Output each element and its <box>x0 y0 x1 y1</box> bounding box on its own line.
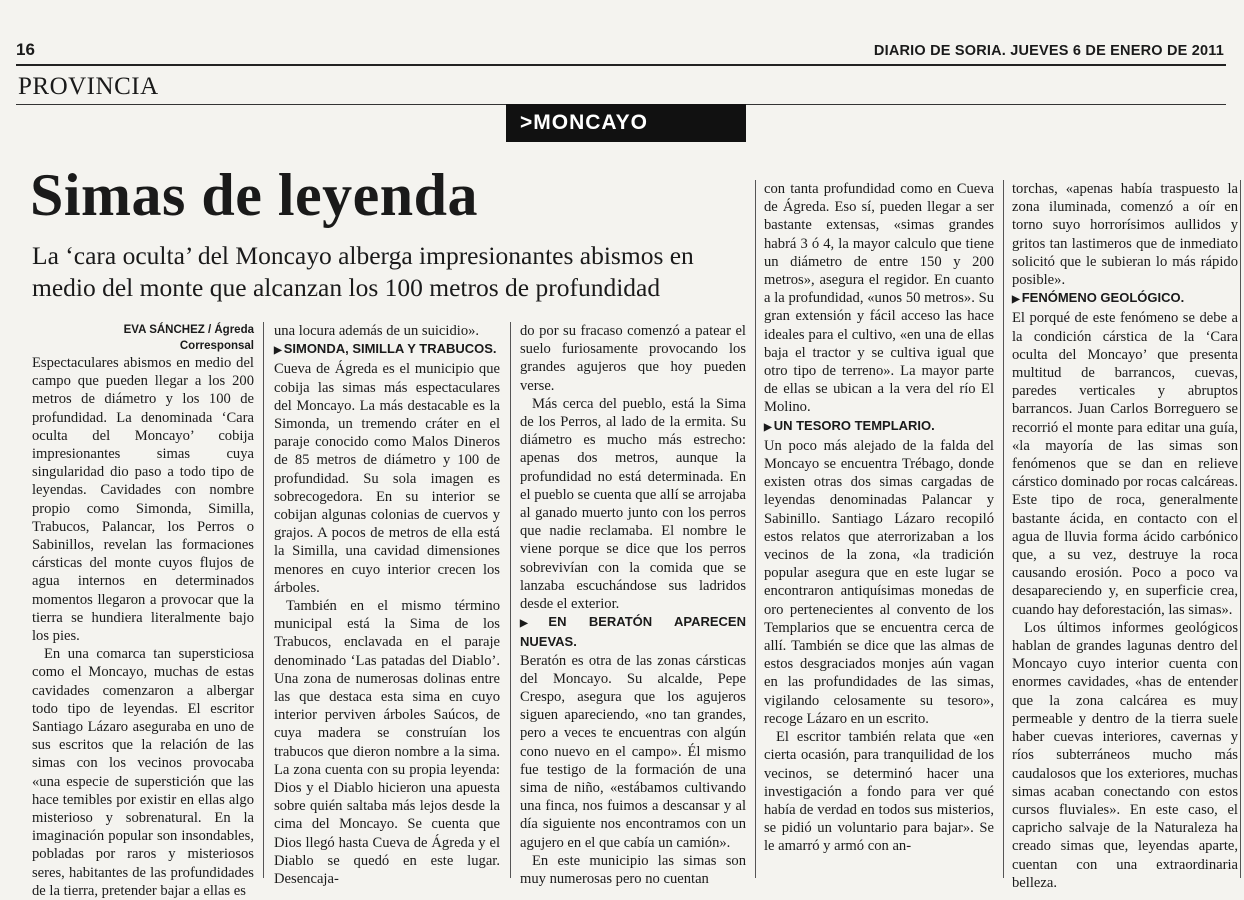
paragraph: una locura además de un suicidio». <box>274 323 480 339</box>
page-number: 16 <box>16 40 35 59</box>
paragraph: El escritor también relata que «en cierta ocasión, para tranquilidad de los vecinos, se determinó hacer una investigación a fondo para ver qué había de verdad en todos sus misterios, se pidió un voluntario para bajar». Se le amarró y armó con an- <box>764 729 994 855</box>
subheading-simonda: ▶ SIMONDA, SIMILLA Y TRABUCOS. <box>274 340 500 360</box>
publication-dateline: DIARIO DE SORIA. JUEVES 6 DE ENERO DE 2011 <box>873 43 1224 59</box>
subheading-fenomeno: ▶ FENÓMENO GEOLÓGICO. <box>1012 289 1238 309</box>
paragraph: Los últimos informes geológicos hablan de grandes lagunas dentro del Moncayo cuyo interior cuenta con enormes cavidades, «has de entender que la zona calcárea es muy permeable y dentro de la tierra suele haber cuevas interiores, cavernas y ríos subterráneos mucho más caudalosos que los exteriores, muchas simas acaban conectando con estos cursos fluviales». En este caso, el capricho salvaje de la Naturaleza ha creado simas que, leyendas aparte, cuentan con una extraordinaria belleza. <box>1012 619 1238 891</box>
subheading-tesoro: ▶ UN TESORO TEMPLARIO. <box>764 417 994 437</box>
section-label: PROVINCIA <box>18 73 159 100</box>
column-rule <box>510 322 511 878</box>
article-column-1 <box>32 322 254 900</box>
column-rule <box>755 180 756 878</box>
paragraph: Cueva de Ágreda es el municipio que cobija las simas más espectaculares del Moncayo. La más destacable es la Simonda, un tremendo cráter en el paraje conocido como Malos Dineros de 85 metros de diámetro y 100 de profundidad. Su sola imagen es sobrecogedora. En su interior se cobijan algunas colonias de cuervos y grajos. A pocos de metros de ella está la Similla, una cavidad dimensiones menores en cuyo interior crecen los árboles. <box>274 361 500 596</box>
column-rule <box>1003 180 1004 878</box>
subheading-beraton: ▶ EN BERATÓN APARECEN NUEVAS. <box>520 613 746 651</box>
paragraph: Más cerca del pueblo, está la Sima de los Perros, al lado de la ermita. Su diámetro es mucho más estrecho: apenas dos metros, aunque la profundidad no está determinada. En el pueblo se cuenta que allí se arrojaba al ganado muerto junto con los perros que nadie reclamaba. El nombre le viene porque se dice que los perros sobrevivían con la comida que se lanzaba escuchándose sus ladridos desde el exterior. <box>520 395 746 613</box>
paragraph: Beratón es otra de las zonas cársticas del Moncayo. Su alcalde, Pepe Crespo, asegura que los agujeros siguen apareciendo, «no tan grandes, pero a veces te encuentras con algún cono nuevo en el campo». Él mismo fue testigo de la formación de una sima de niño, «estábamos cultivando una finca, nos fuimos a descansar y al día siguiente nos encontramos con un agujero en el que cabía un camión». <box>520 652 746 851</box>
paragraph: Espectaculares abismos en medio del campo que pueden llegar a los 200 metros de diámetro y los 100 de profundidad. La denominada ‘Cara oculta del Moncayo’ cobija impresionantes simas cuya singularidad dio paso a todo tipo de leyendas. Cavidades con nombre propio como Simonda, Similla, Trabucos, Palancar, los Perros o Sabinillos, revelan las formaciones cársticas del monte cuyos flujos de agua internos en determinados momentos llegaron a provocar que la tierra se hundiera literalmente bajo los pies. <box>32 355 254 645</box>
paragraph: En este municipio las simas son muy numerosas pero no cuentan <box>520 852 746 888</box>
article-column-4 <box>764 180 994 856</box>
article-column-3 <box>520 322 746 888</box>
paragraph: Un poco más alejado de la falda del Moncayo se encuentra Trébago, donde existen otras dos simas cargadas de leyendas denominadas Palancar y Sabinillo. Santiago Lázaro recopiló estos relatos que aterrorizaban a los vecinos de la zona, «la tradición popular asegura que en este lugar se encontraron antiquísimas monedas de oro pertenecientes al convento de los Templarios que se encuentra cerca de allí. También se dice que las almas de estos desgraciados monjes aún vagan en las profundidades de las simas, vigilando celosamente su tesoro», recoge Lázaro en un escrito. <box>764 437 994 727</box>
column-rule <box>263 322 264 878</box>
paragraph: torchas, «apenas había traspuesto la zona iluminada, comenzó a oír en torno suyo horrorísimos aullidos y gritos tan lastimeros que de inmediato solicitó que le subieran lo más rápido posible». <box>1012 181 1238 289</box>
byline-author: EVA SÁNCHEZ / Ágreda <box>123 324 254 336</box>
byline-role: Corresponsal <box>179 340 254 352</box>
headline: Simas de leyenda <box>30 162 479 228</box>
article-column-5 <box>1012 180 1238 892</box>
topic-tag: >MONCAYO <box>506 104 746 142</box>
paragraph: En una comarca tan supersticiosa como el Moncayo, muchas de estas cavidades comenzaron a albergar todo tipo de leyendas. El escritor Santiago Lázaro aseguraba en uno de sus escritos que la relación de las simas con los vecinos provocaba «una especie de superstición que las hace temibles por existir en ellas algo misterioso y sobrenatural. En la imaginación popular son insondables, pobladas por raros y misteriosos seres, habitantes de las profundidades de la tierra, pretender bajar a ellas es <box>32 646 254 899</box>
subheadline: La ‘cara oculta’ del Moncayo alberga impresionantes abismos en medio del monte que alcanzan los 100 metros de profundidad <box>32 241 694 302</box>
paragraph: con tanta profundidad como en Cueva de Ágreda. Eso sí, pueden llegar a ser bastante extensas, «simas grandes habrá 3 ó 4, la mayor calculo que tiene un diámetro de entre 150 y 200 metros», asegura el regidor. En cuanto a la profundidad, «unos 50 metros». Su gran extensión y fácil acceso las hace ideales para el cultivo, «en una de ellas baja el tractor y se cultiva igual que otro tipo de terreno». La mayor parte de ellas se ubican a la vera del río El Molino. <box>764 181 994 416</box>
top-rule <box>16 64 1226 66</box>
article-column-2 <box>274 322 500 888</box>
paragraph: El porqué de este fenómeno se debe a la condición cárstica de la ‘Cara oculta del Moncayo’ que presenta multitud de barrancos, cuevas, paredes verticales y abruptos barrancos. Juan Carlos Borreguero se recorrió el monte para editar una guía, «la mayoría de las simas son fenómenos que se dan en relieve cárstico dominado por rocas calcáreas. Este tipo de roca, generalmente bastante ácida, en contacto con el agua de lluvia forma ácido carbónico que, a su vez, destruye la roca causando erosión. Poco a poco va desapareciendo y, en superficie crea, cuando hay deforestación, las simas». <box>1012 310 1238 618</box>
paragraph: También en el mismo término municipal está la Sima de los Trabucos, enclavada en el paraje denominado ‘Las patadas del Diablo’. Una zona de numerosas dolinas entre las que destaca esta sima en cuyo interior perviven árboles Saúcos, de cuya madera se construían los trabucos que dieron nombre a la sima. La zona cuenta con su propia leyenda: Dios y el Diablo hicieron una apuesta sobre quién saltaba más lejos desde la cima del Moncayo. Se cuenta que Dios llegó hasta Cueva de Ágreda y el Diablo se quedó en este lugar. Desencaja- <box>274 598 500 888</box>
column-rule <box>1240 180 1241 878</box>
paragraph: do por su fracaso comenzó a patear el suelo furiosamente provocando los grandes agujeros que hoy pueden verse. <box>520 323 746 394</box>
